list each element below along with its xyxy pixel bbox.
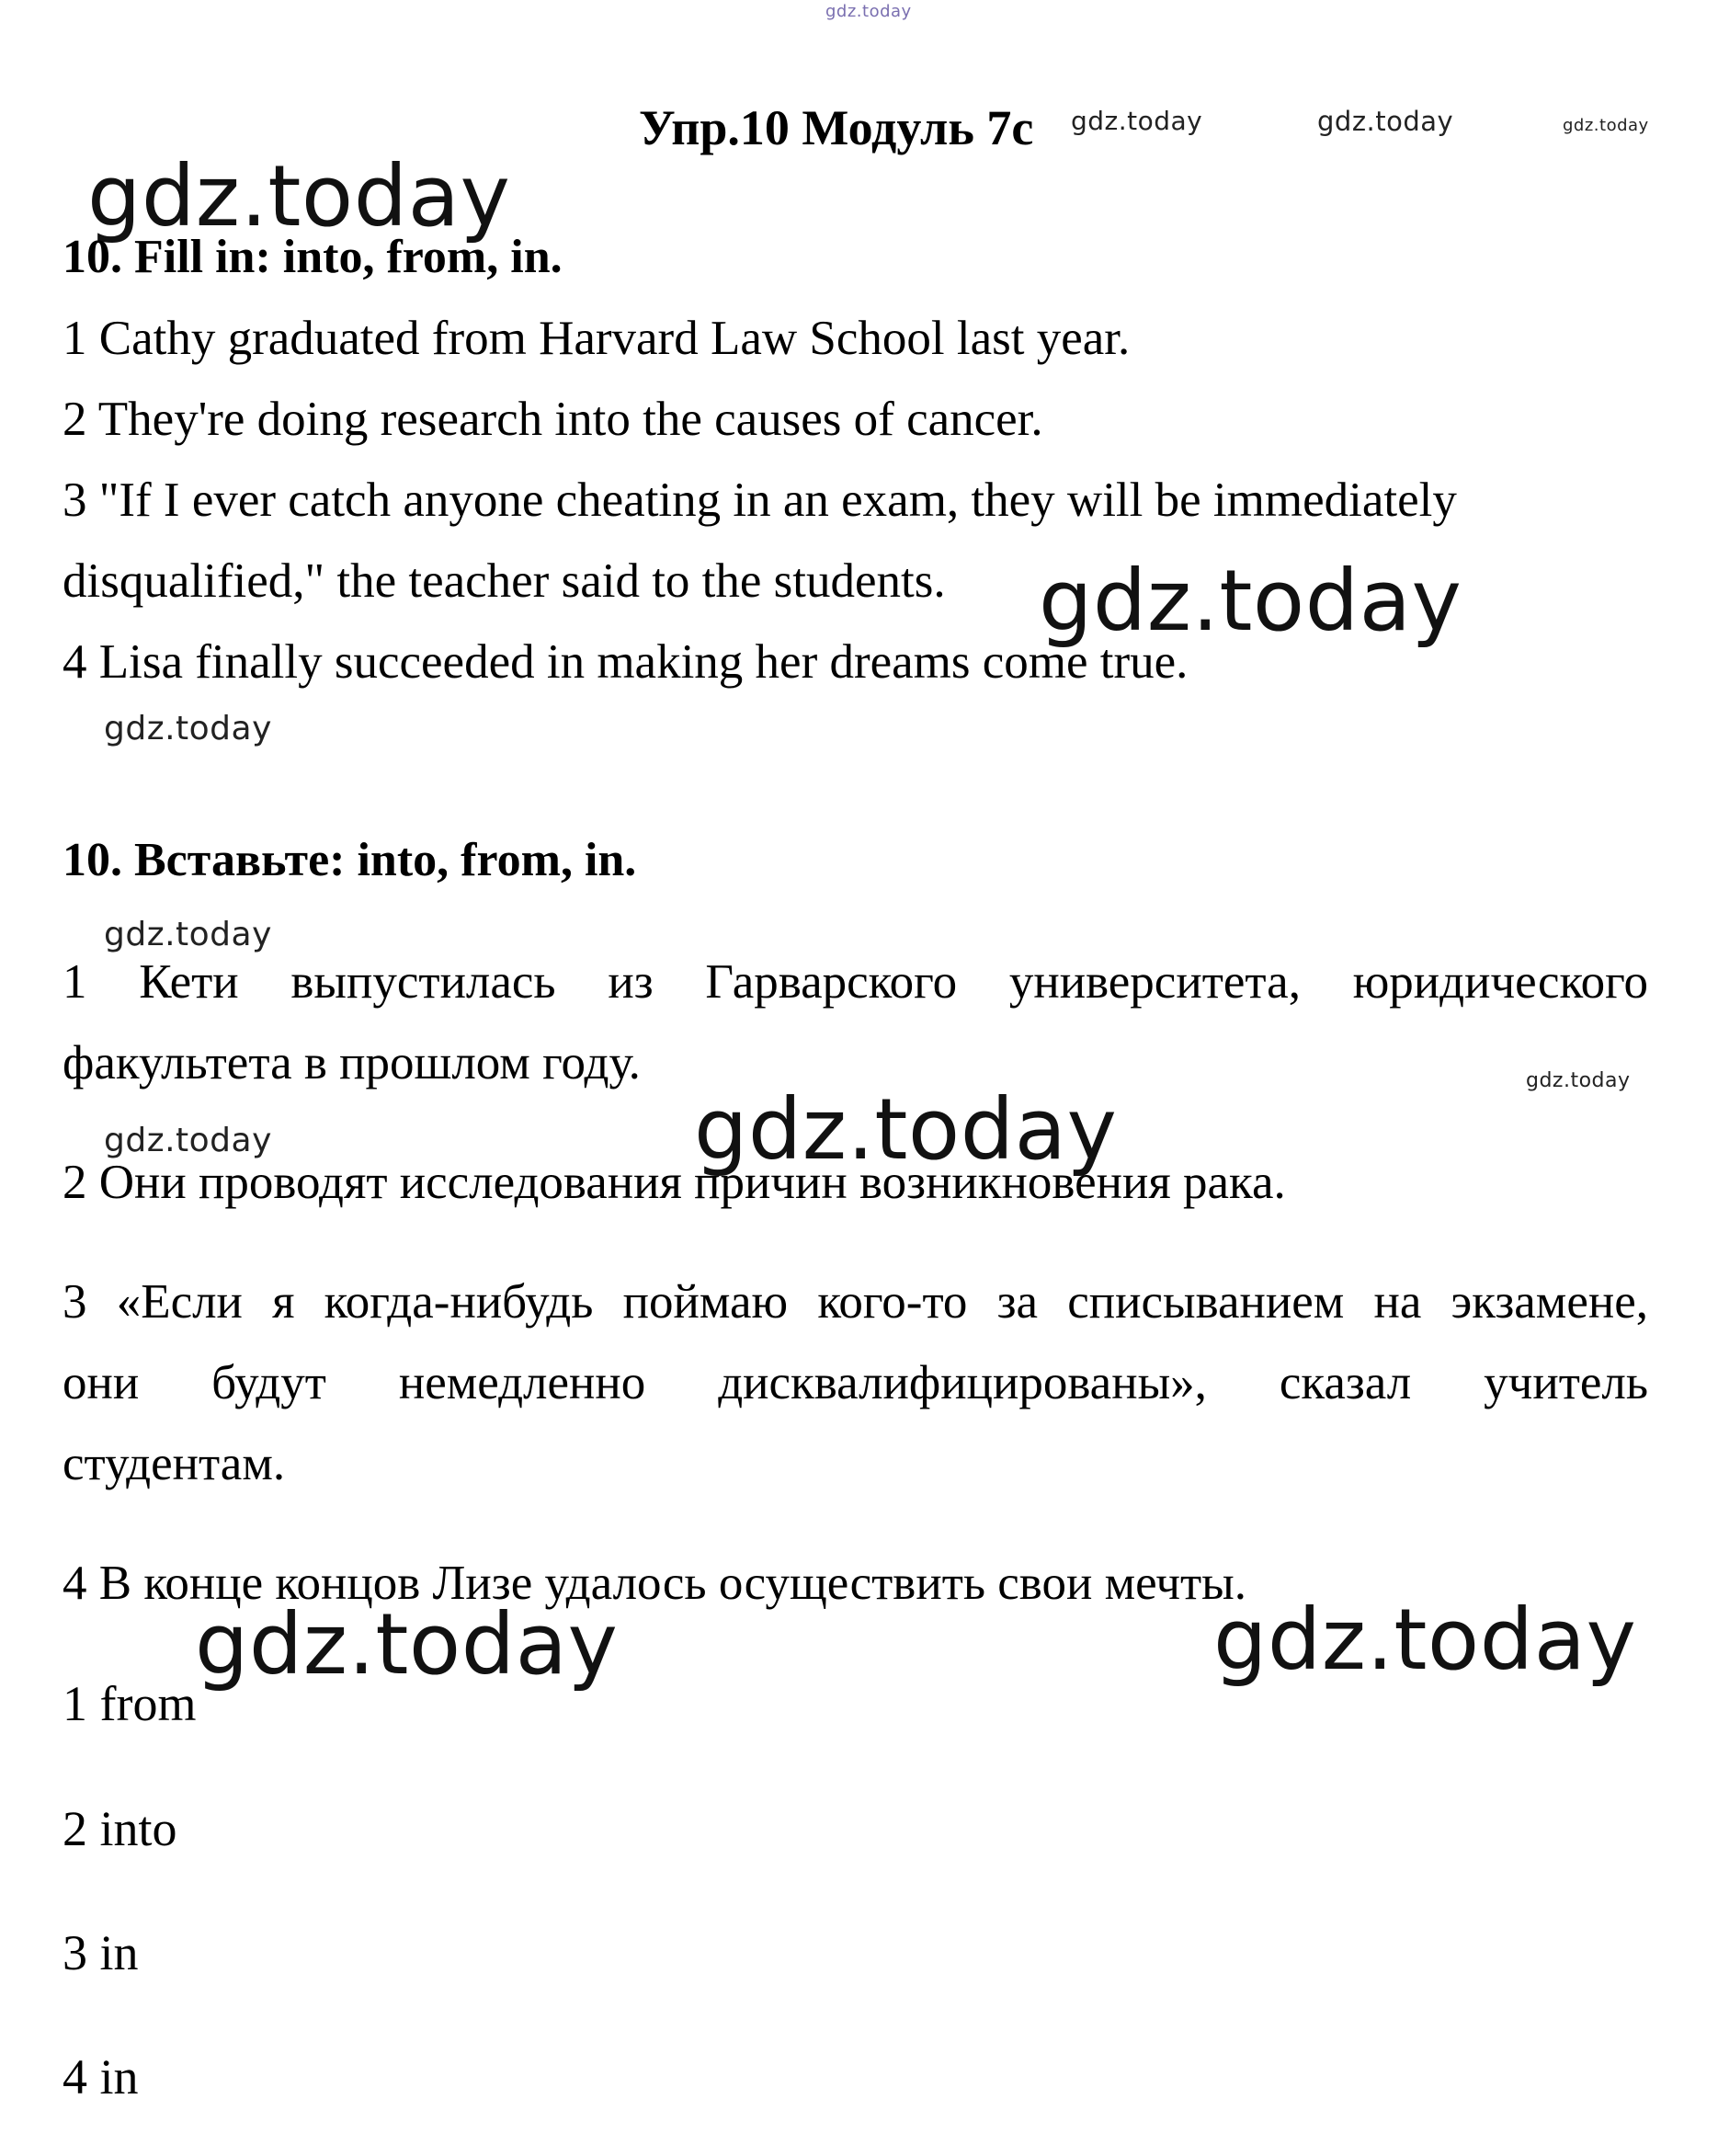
exercise-item-en: 2 They're doing research into the causes of cancer. bbox=[63, 393, 1043, 446]
exercise-item-ru: 2 Они проводят исследования причин возникновения рака. bbox=[63, 1156, 1286, 1209]
watermark: gdz.today bbox=[104, 916, 272, 953]
answer-item: 3 in bbox=[63, 1925, 139, 1980]
exercise-item-ru: студентам. bbox=[63, 1437, 286, 1490]
watermark: gdz.today bbox=[104, 1122, 272, 1159]
exercise-item-ru: факультета в прошлом году. bbox=[63, 1036, 641, 1089]
watermark: gdz.today bbox=[1563, 116, 1649, 135]
exercise-item-en: 4 Lisa finally succeeded in making her dreams come true. bbox=[63, 635, 1189, 689]
exercise-item-ru: 1 Кети выпустилась из Гарварского университета, юридического bbox=[63, 955, 1648, 1009]
watermark: gdz.today bbox=[195, 1595, 619, 1694]
watermark: gdz.today bbox=[1039, 552, 1462, 650]
exercise-heading-ru: 10. Вставьте: into, from, in. bbox=[63, 834, 637, 886]
exercise-item-ru: они будут немедленно дисквалифицированы», сказал учитель bbox=[63, 1356, 1648, 1409]
watermark: gdz.today bbox=[1213, 1591, 1637, 1689]
watermark: gdz.today bbox=[1317, 106, 1454, 137]
answer-item: 2 into bbox=[63, 1801, 177, 1856]
exercise-heading-en: 10. Fill in: into, from, in. bbox=[63, 231, 563, 283]
watermark: gdz.today bbox=[825, 2, 912, 21]
exercise-item-ru: 3 «Если я когда-нибудь поймаю кого-то за списыванием на экзамене, bbox=[63, 1275, 1648, 1329]
exercise-item-en: disqualified," the teacher said to the students. bbox=[63, 554, 946, 608]
watermark: gdz.today bbox=[87, 147, 511, 245]
answer-item: 1 from bbox=[63, 1676, 197, 1731]
watermark: gdz.today bbox=[104, 710, 272, 747]
answer-item: 4 in bbox=[63, 2049, 139, 2105]
exercise-item-en: 3 "If I ever catch anyone cheating in an exam, they will be immediately bbox=[63, 473, 1457, 527]
exercise-item-en: 1 Cathy graduated from Harvard Law School last year. bbox=[63, 312, 1131, 365]
page-title: Упр.10 Модуль 7с bbox=[639, 100, 1034, 155]
watermark: gdz.today bbox=[694, 1080, 1118, 1179]
watermark: gdz.today bbox=[1526, 1069, 1631, 1092]
exercise-item-ru: 4 В конце концов Лизе удалось осуществить свои мечты. bbox=[63, 1557, 1246, 1610]
watermark: gdz.today bbox=[1071, 106, 1203, 136]
